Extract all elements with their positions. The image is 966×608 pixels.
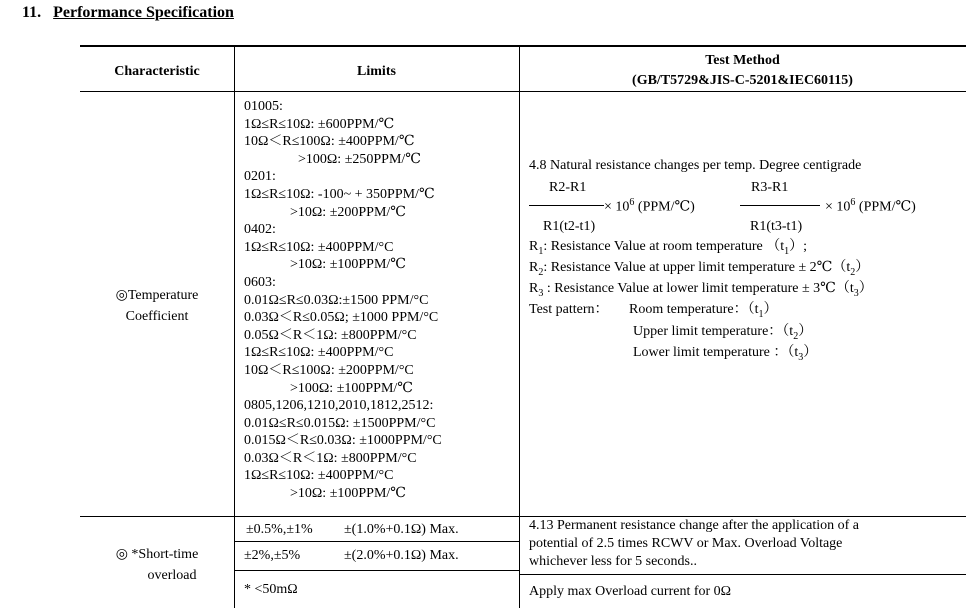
formula-1-numerator: R2-R1 (549, 180, 587, 195)
r3-symbol: R (529, 281, 539, 296)
temperature-characteristic-line2: Coefficient (125, 309, 189, 324)
r2-subscript: 2 (538, 266, 544, 278)
limit-line: 0.01Ω≤R≤0.03Ω:±1500 PPM/°C (244, 292, 429, 308)
header-limits: Limits (357, 64, 396, 79)
overload-method-line: 4.13 Permanent resistance change after the application of a (529, 518, 860, 533)
formula-1-unit: (PPM/℃) (634, 199, 695, 215)
header-test-method-line1: Test Method (705, 53, 780, 68)
limit-line: 10Ω＜R≤100Ω: ±400PPM/℃ (244, 134, 415, 150)
pattern-lower-subscript: 3 (798, 351, 804, 363)
limit-line: 0402: (244, 222, 276, 238)
pattern-room-end: ） (763, 302, 778, 317)
pattern-upper-end: ） (798, 324, 813, 339)
limit-line: 1Ω≤R≤10Ω: ±600PPM/℃ (244, 116, 395, 132)
overload-characteristic-line1: ◎ *Short-time (115, 547, 199, 562)
formula-2-fraction-bar (740, 205, 820, 206)
r1-end: ）; (789, 239, 808, 254)
formula-1-fraction-bar (529, 205, 604, 206)
limit-line: >10Ω: ±100PPM/℃ (290, 486, 406, 502)
limit-line: 0201: (244, 169, 276, 185)
limit-line: 10Ω＜R≤100Ω: ±200PPM/°C (244, 362, 414, 378)
formula-1-multiplier (604, 197, 695, 216)
limit-line: 1Ω≤R≤10Ω: ±400PPM/°C (244, 239, 394, 255)
r3-t-subscript: 3 (853, 287, 859, 299)
overload-tolerance-1: ±0.5%,±1% (246, 522, 313, 537)
limit-line: 1Ω≤R≤10Ω: ±400PPM/°C (244, 468, 394, 484)
overload-row2-rule (234, 570, 519, 571)
overload-row3-rule (519, 574, 966, 575)
overload-row1-rule (234, 541, 519, 542)
section-heading (22, 4, 234, 22)
limit-line: >100Ω: ±100PPM/℃ (290, 380, 413, 396)
temperature-characteristic (100, 285, 214, 327)
formula-2-mult: × 10 (825, 199, 851, 215)
r3-text: : Resistance Value at lower limit temperature ± 3℃（t (543, 281, 854, 296)
pattern-lower-end: ） (803, 345, 818, 360)
formula-2-numerator: R3-R1 (751, 180, 789, 195)
overload-method (529, 517, 859, 571)
pattern-upper-text: Upper limit temperature：（t (633, 324, 794, 339)
formula-2-exp: 6 (850, 197, 856, 208)
r1-text: : Resistance Value at room temperature （t (543, 239, 785, 254)
formula-1-mult: × 10 (604, 199, 630, 215)
limit-line: >10Ω: ±100PPM/℃ (290, 257, 406, 273)
limit-line: 0.01Ω≤R≤0.015Ω: ±1500PPM/°C (244, 415, 436, 431)
formula-2-unit: (PPM/℃) (855, 199, 916, 215)
temperature-characteristic-line1: ◎Temperature (115, 288, 199, 303)
column-divider-2 (519, 45, 520, 608)
pattern-lower-text: Lower limit temperature ：（t (633, 345, 799, 360)
r3-end: ） (858, 281, 873, 296)
pattern-room-subscript: 1 (758, 308, 764, 320)
limit-line: 1Ω≤R≤10Ω: ±400PPM/°C (244, 345, 394, 361)
r2-end: ） (855, 260, 870, 275)
overload-method-line: whichever less for 5 seconds.. (529, 554, 697, 569)
overload-tolerance-2: ±2%,±5% (244, 548, 301, 563)
limit-line: >100Ω: ±250PPM/℃ (298, 151, 421, 167)
temperature-limits (244, 98, 442, 503)
formula-1-exp: 6 (629, 197, 635, 208)
method-intro: 4.8 Natural resistance changes per temp. Degree centigrade (529, 158, 862, 173)
r1-t-subscript: 1 (784, 245, 790, 257)
r2-t-subscript: 2 (850, 266, 856, 278)
section-number: 11. (22, 4, 42, 21)
r1-subscript: 1 (538, 245, 544, 257)
overload-method-line: potential of 2.5 times RCWV or Max. Overload Voltage (529, 536, 843, 551)
limit-line: 0.05Ω＜R＜1Ω: ±800PPM/°C (244, 327, 417, 343)
limit-line: 1Ω≤R≤10Ω: -100~ + 350PPM/℃ (244, 186, 435, 202)
header-characteristic: Characteristic (114, 64, 200, 79)
limit-line: 0603: (244, 274, 276, 290)
formula-2-multiplier (825, 197, 916, 216)
header-test-method-line2: (GB/T5729&JIS-C-5201&IEC60115) (632, 73, 853, 88)
formula-1-denominator: R1(t2-t1) (543, 219, 596, 234)
overload-characteristic-line2: overload (147, 568, 197, 583)
limit-line: 0.03Ω＜R＜1Ω: ±800PPM/°C (244, 450, 417, 466)
test-pattern-lower (633, 343, 817, 368)
section-title: Performance Specification (53, 4, 234, 21)
overload-method-last: Apply max Overload current for 0Ω (529, 584, 732, 599)
limit-line: 0805,1206,1210,2010,1812,2512: (244, 398, 434, 414)
test-pattern-label: Test pattern： (529, 302, 609, 317)
pattern-room-text: Room temperature：（t (629, 302, 759, 317)
overload-max-2: ±(2.0%+0.1Ω) Max. (344, 548, 459, 563)
limit-line: 01005: (244, 99, 283, 114)
pattern-upper-subscript: 2 (793, 330, 799, 342)
r1-symbol: R (529, 239, 539, 254)
column-divider-1 (234, 45, 235, 608)
header-bottom-rule (80, 91, 966, 92)
overload-tolerance-3: * <50mΩ (244, 582, 298, 597)
limit-line: 0.03Ω＜R≤0.05Ω; ±1000 PPM/°C (244, 310, 439, 326)
overload-characteristic (100, 544, 214, 586)
limit-line: 0.015Ω＜R≤0.03Ω: ±1000PPM/°C (244, 433, 442, 449)
table-top-rule (80, 45, 966, 47)
formula-2-denominator: R1(t3-t1) (750, 219, 803, 234)
r2-text: : Resistance Value at upper limit temperature ± 2℃（t (543, 260, 851, 275)
overload-max-1: ±(1.0%+0.1Ω) Max. (344, 522, 459, 537)
header-test-method (519, 51, 966, 91)
r2-symbol: R (529, 260, 539, 275)
r3-subscript: 3 (538, 287, 544, 299)
limit-line: >10Ω: ±200PPM/℃ (290, 204, 406, 220)
